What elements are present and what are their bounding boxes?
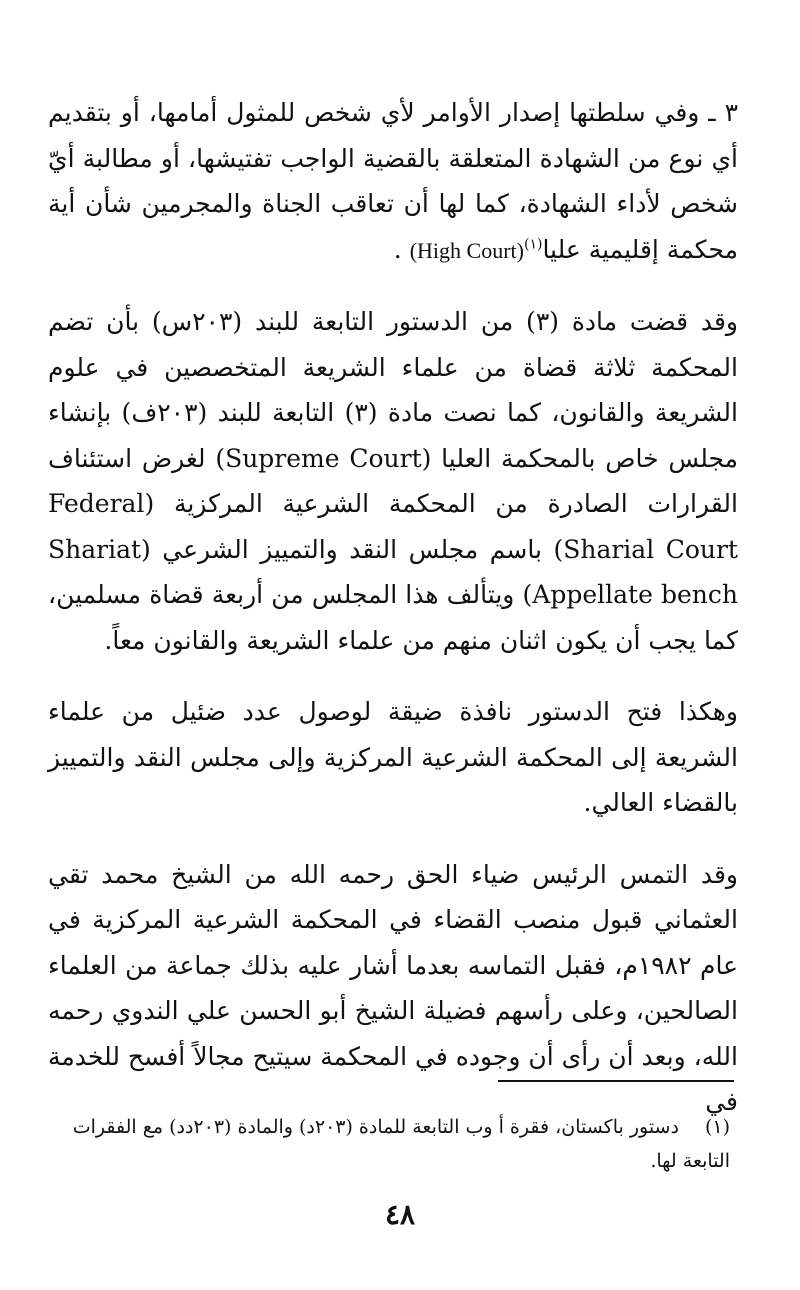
footnote-number: (١) <box>704 1116 730 1138</box>
page-number: ٤٨ <box>384 1198 416 1231</box>
paragraph-4: وقد التمس الرئيس ضياء الحق رحمه الله من الشيخ محمد تقي العثماني قبول منصب القضاء في المحكمة الشرعية المركزية في عام ١٩٨٢م، فقبل التماسه بعدما أشار عليه بذلك جماعة من العلماء الصالحين، وعلى رأسهم فضيلة الشيخ أبو الحسن علي الندوي رحمه الله، وبعد أن رأى أن وجوده في المحكمة سيتيح مجالاً أفسح للخدمة في <box>48 859 738 1116</box>
paragraph-1 <box>48 90 738 273</box>
english-term: (High Court) <box>409 237 524 263</box>
paragraph-3: وهكذا فتح الدستور نافذة ضيقة لوصول عدد ضئيل من علماء الشريعة إلى المحكمة الشرعية المركزية وإلى مجلس النقد والتمييز بالقضاء العالي. <box>48 697 738 817</box>
footnote-divider <box>498 1080 734 1082</box>
footnote-text: دستور باكستان، فقرة أ وب التابعة للمادة (٢٠٣د) والمادة (٢٠٣دد) مع الفقرات التابعة لها. <box>72 1116 730 1172</box>
paragraph-1-text: ٣ ـ وفي سلطتها إصدار الأوامر لأي شخص للمثول أمامها، أو بتقديم أي نوع من الشهادة المتعلقة بالقضية الواجب تفتيشها، أو مطالبة أيّ شخص لأداء الشهادة، كما لها أن تعاقب الجناة والمجرمين شأن أية محكمة إقليمية عليا <box>48 98 738 264</box>
paragraph-2: وقد قضت مادة (٣) من الدستور التابعة للبند (٢٠٣س) بأن تضم المحكمة ثلاثة قضاة من علماء الشريعة المتخصصين في علوم الشريعة والقانون، كما نصت مادة (٣) التابعة للبند (٢٠٣ف) بإنشاء مجلس خاص بالمحكمة العليا (Supreme Court) لغرض استئناف القرارات الصادرة من المحكمة الشرعية المركزية (Federal Sharial Court) باسم مجلس النقد والتمييز الشرعي (Shariat Appellate bench) ويتألف هذا المجلس من أربعة قضاة مسلمين، كما يجب أن يكون اثنان منهم من علماء الشريعة والقانون معاً. <box>48 307 739 655</box>
paragraph-1-end: . <box>393 234 410 264</box>
footnote-reference[interactable]: (١) <box>523 236 543 253</box>
footnote <box>48 1110 730 1178</box>
main-text <box>48 90 738 1125</box>
